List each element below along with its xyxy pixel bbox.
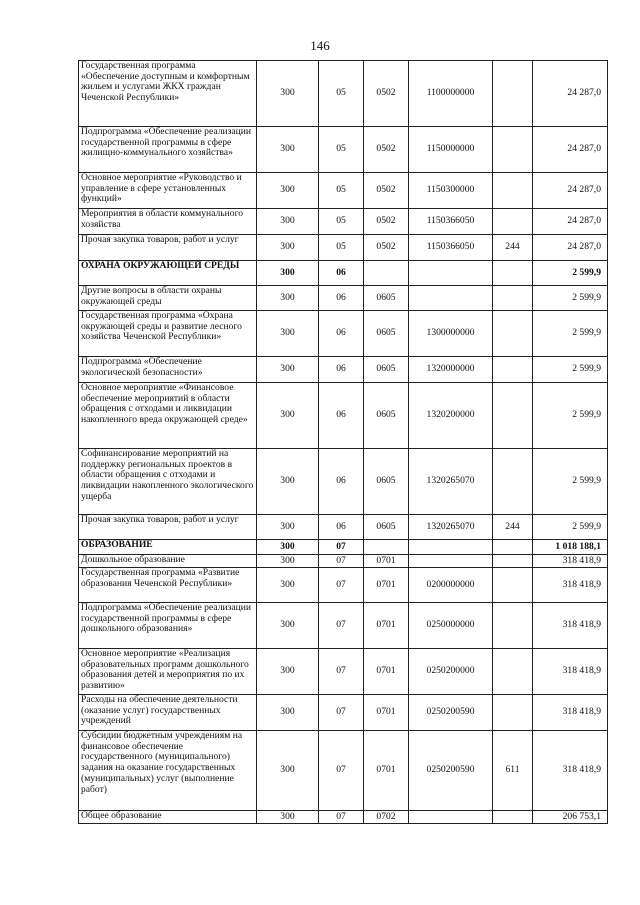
row-name: Государственная программа «Охрана окружающей среды и развитие лесного хозяйства Чеченской Республики» [79,311,257,357]
amount: 318 418,9 [533,568,608,603]
amount: 318 418,9 [533,555,608,568]
row-name: Мероприятия в области коммунального хозяйства [79,209,257,235]
row-name: Государственная программа «Обеспечение доступным и комфортным жильем и услугами ЖКХ граждан Чеченской Республики» [79,61,257,127]
expense-type-code [493,127,533,173]
section-code: 07 [319,695,364,731]
amount: 318 418,9 [533,649,608,695]
row-name: Основное мероприятие «Руководство и управление в сфере установленных функций» [79,173,257,209]
admin-code: 300 [257,235,319,261]
subsection-code: 0701 [364,695,409,731]
admin-code: 300 [257,603,319,649]
expense-type-code [493,357,533,383]
section-code: 05 [319,235,364,261]
admin-code: 300 [257,261,319,286]
admin-code: 300 [257,127,319,173]
admin-code: 300 [257,61,319,127]
subsection-code: 0502 [364,127,409,173]
table-row [79,311,608,357]
expense-type-code [493,449,533,515]
subsection-code: 0702 [364,811,409,824]
expense-type-code [493,540,533,555]
amount: 24 287,0 [533,173,608,209]
section-code: 06 [319,357,364,383]
table-row [79,811,608,824]
target-article-code: 0250200590 [409,695,493,731]
row-name: ОХРАНА ОКРУЖАЮЩЕЙ СРЕДЫ [79,261,257,286]
subsection-code: 0605 [364,515,409,540]
admin-code: 300 [257,209,319,235]
amount: 2 599,9 [533,383,608,449]
section-code: 05 [319,127,364,173]
row-name: Софинансирование мероприятий на поддержку региональных проектов в области обращения с отходами и ликвидации накопленного экологического ущерба [79,449,257,515]
subsection-code [364,540,409,555]
table-row [79,357,608,383]
subsection-code: 0502 [364,173,409,209]
row-name: Основное мероприятие «Финансовое обеспечение мероприятий в области обращения с отходами и ликвидации накопленного вреда окружающей среде» [79,383,257,449]
section-code: 07 [319,811,364,824]
target-article-code: 1300000000 [409,311,493,357]
table-row [79,261,608,286]
admin-code: 300 [257,383,319,449]
expense-type-code [493,383,533,449]
row-name: ОБРАЗОВАНИЕ [79,540,257,555]
budget-table [78,60,608,824]
target-article-code: 1100000000 [409,61,493,127]
table-row [79,173,608,209]
subsection-code: 0605 [364,383,409,449]
expense-type-code [493,555,533,568]
row-name: Подпрограмма «Обеспечение реализации государственной программы в сфере жилищно-коммунального хозяйства» [79,127,257,173]
table-row [79,603,608,649]
target-article-code [409,811,493,824]
section-code: 06 [319,515,364,540]
expense-type-code [493,811,533,824]
row-name: Прочая закупка товаров, работ и услуг [79,235,257,261]
row-name: Подпрограмма «Обеспечение реализации государственной программы в сфере дошкольного образования» [79,603,257,649]
table-row [79,383,608,449]
row-name: Общее образование [79,811,257,824]
target-article-code: 1320000000 [409,357,493,383]
admin-code: 300 [257,449,319,515]
table-row [79,568,608,603]
section-code: 06 [319,383,364,449]
expense-type-code [493,286,533,311]
table-row [79,649,608,695]
section-code: 07 [319,649,364,695]
target-article-code [409,540,493,555]
target-article-code [409,555,493,568]
amount: 318 418,9 [533,695,608,731]
subsection-code: 0701 [364,555,409,568]
admin-code: 300 [257,811,319,824]
admin-code: 300 [257,286,319,311]
amount: 2 599,9 [533,286,608,311]
table-row [79,235,608,261]
admin-code: 300 [257,173,319,209]
row-name: Подпрограмма «Обеспечение экологической безопасности» [79,357,257,383]
section-code: 07 [319,540,364,555]
target-article-code: 1320265070 [409,449,493,515]
expense-type-code [493,311,533,357]
expense-type-code: 244 [493,235,533,261]
amount: 24 287,0 [533,209,608,235]
target-article-code: 1320200000 [409,383,493,449]
amount: 2 599,9 [533,357,608,383]
amount: 2 599,9 [533,449,608,515]
target-article-code: 1320265070 [409,515,493,540]
expense-type-code [493,649,533,695]
target-article-code [409,286,493,311]
expense-type-code [493,603,533,649]
target-article-code: 1150300000 [409,173,493,209]
target-article-code: 1150366050 [409,235,493,261]
target-article-code: 1150000000 [409,127,493,173]
expense-type-code: 611 [493,731,533,811]
page-number: 146 [310,38,330,53]
table-row [79,515,608,540]
section-code: 07 [319,731,364,811]
admin-code: 300 [257,568,319,603]
section-code: 05 [319,173,364,209]
row-name: Дошкольное образование [79,555,257,568]
subsection-code: 0701 [364,731,409,811]
row-name: Другие вопросы в области охраны окружающей среды [79,286,257,311]
section-code: 07 [319,568,364,603]
expense-type-code [493,173,533,209]
table-row [79,209,608,235]
target-article-code: 0250200590 [409,731,493,811]
table-row [79,127,608,173]
amount: 206 753,1 [533,811,608,824]
subsection-code: 0701 [364,568,409,603]
table-row [79,695,608,731]
amount: 2 599,9 [533,515,608,540]
subsection-code [364,261,409,286]
target-article-code: 0250200000 [409,649,493,695]
section-code: 05 [319,61,364,127]
subsection-code: 0605 [364,357,409,383]
subsection-code: 0502 [364,235,409,261]
table-row [79,555,608,568]
subsection-code: 0502 [364,209,409,235]
row-name: Государственная программа «Развитие образования Чеченской Республики» [79,568,257,603]
expense-type-code: 244 [493,515,533,540]
expense-type-code [493,568,533,603]
section-code: 07 [319,555,364,568]
admin-code: 300 [257,515,319,540]
amount: 318 418,9 [533,731,608,811]
expense-type-code [493,261,533,286]
subsection-code: 0502 [364,61,409,127]
section-code: 07 [319,603,364,649]
table-row [79,286,608,311]
admin-code: 300 [257,311,319,357]
section-code: 06 [319,261,364,286]
table-row [79,449,608,515]
admin-code: 300 [257,649,319,695]
row-name: Прочая закупка товаров, работ и услуг [79,515,257,540]
expense-type-code [493,209,533,235]
subsection-code: 0605 [364,311,409,357]
amount: 2 599,9 [533,311,608,357]
section-code: 06 [319,449,364,515]
subsection-code: 0605 [364,286,409,311]
budget-table-body [79,61,608,824]
row-name: Расходы на обеспечение деятельности (оказание услуг) государственных учреждений [79,695,257,731]
target-article-code: 0250000000 [409,603,493,649]
section-code: 06 [319,286,364,311]
subsection-code: 0701 [364,603,409,649]
subsection-code: 0605 [364,449,409,515]
expense-type-code [493,695,533,731]
amount: 24 287,0 [533,127,608,173]
amount: 24 287,0 [533,235,608,261]
target-article-code: 1150366050 [409,209,493,235]
target-article-code [409,261,493,286]
admin-code: 300 [257,731,319,811]
section-code: 06 [319,311,364,357]
admin-code: 300 [257,695,319,731]
amount: 24 287,0 [533,61,608,127]
admin-code: 300 [257,357,319,383]
table-row [79,540,608,555]
table-row [79,731,608,811]
amount: 1 018 188,1 [533,540,608,555]
row-name: Субсидии бюджетным учреждениям на финансовое обеспечение государственного (муниципального) задания на оказание государственных (муниципальных) услуг (выполнение работ) [79,731,257,811]
row-name: Основное мероприятие «Реализация образовательных программ дошкольного образования детей и мероприятия по их развитию» [79,649,257,695]
table-row [79,61,608,127]
target-article-code: 0200000000 [409,568,493,603]
expense-type-code [493,61,533,127]
admin-code: 300 [257,555,319,568]
amount: 318 418,9 [533,603,608,649]
section-code: 05 [319,209,364,235]
amount: 2 599,9 [533,261,608,286]
subsection-code: 0701 [364,649,409,695]
admin-code: 300 [257,540,319,555]
